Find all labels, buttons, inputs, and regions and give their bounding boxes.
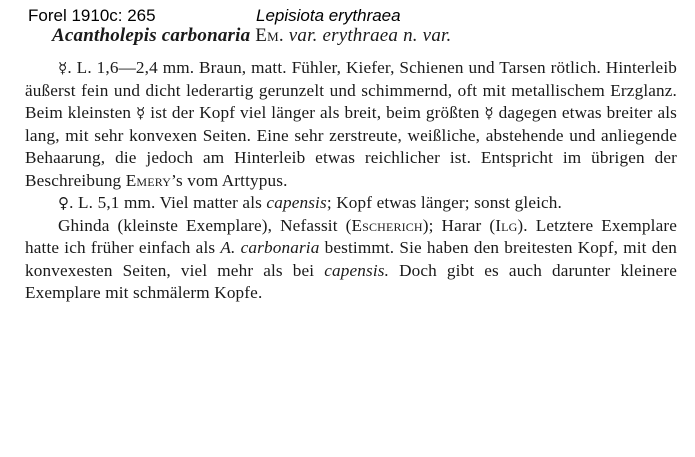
worker-text-3: dagegen etwas breiter als lang, mit sehr konvexen Seiten. Eine sehr zerstreute, weißliche, abstehende und anliegende Behaarung, die jedoch am Hinterleib etwas reichlicher ist. Entspricht im übrigen der Beschreibung [25,103,677,190]
localities-text-3: ). Letztere Exemplare hatte ich früher einfach als [25,215,678,257]
worker-author-ref: Emery [125,170,172,190]
collector-escherich: Escherich [351,215,423,235]
localities-text-4: bestimmt. Sie haben den breitesten Kopf, mit den konvexesten Seiten, viel mehr als bei [25,238,678,280]
female-italic-word: capensis [266,193,327,212]
description-body [25,57,677,305]
female-text-2: ; Kopf etwas länger; sonst gleich. [326,193,562,212]
localities-italic-2: capensis. [324,260,390,280]
localities-text-2: ); Harar ( [422,215,496,235]
collector-ilg: Ilg [495,215,518,235]
species-name: Lepisiota erythraea [256,6,401,25]
worker-symbol-2: ☿ [136,104,146,122]
worker-text-4: ’s vom Arttypus. [171,170,288,190]
localities-italic-1: A. carbonaria [220,238,320,257]
female-paragraph [25,192,677,215]
worker-text: . L. 1,6—2,4 mm. Braun, matt. Fühler, Kiefer, Schienen und Tarsen rötlich. Hinterleib äußerst fein und dicht lederartig gerunzelt und schimmernd, oft mit metallischem Erzglanz. Beim kleinsten [25,58,677,122]
female-text: . L. 5,1 mm. Viel matter als [69,193,267,212]
female-symbol: ♀ [58,194,70,212]
heading-genus-species: Acantholepis carbonaria [52,25,251,46]
taxon-heading [52,25,451,47]
localities-paragraph [25,215,677,305]
reference-citation: Forel 1910c: 265 [28,6,156,25]
worker-text-2: ist der Kopf viel länger als breit, beim größten [145,103,485,122]
worker-symbol: ☿ [58,59,68,77]
worker-paragraph [25,57,677,192]
worker-symbol-3: ☿ [484,104,494,122]
heading-variety: var. erythraea n. var. [288,25,452,46]
localities-text: Ghinda (kleinste Exemplare), Nefassit ( [58,215,352,235]
heading-author: Em. [255,25,284,46]
localities-text-5: Doch gibt es auch darunter kleinere Exemplare mit schmälerm Kopfe. [25,260,677,302]
